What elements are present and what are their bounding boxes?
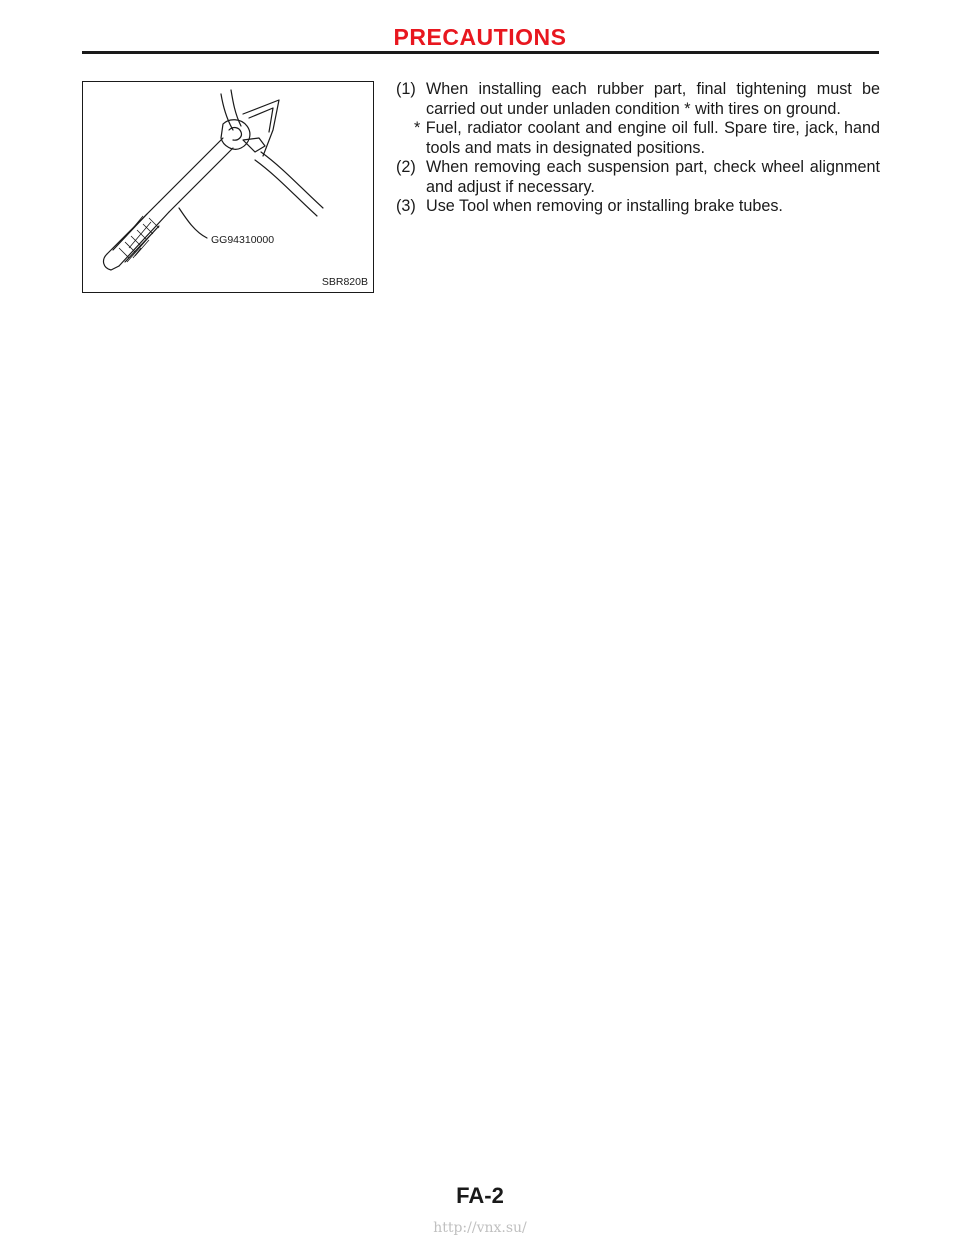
step-text: When installing each rubber part, final tightening must be carried out under unladen condition * with tires on ground. (426, 80, 880, 118)
step-text: When removing each suspension part, check wheel alignment and adjust if necessary. (426, 158, 880, 196)
flare-nut-wrench-illustration (83, 82, 374, 293)
step-number: (1) (396, 80, 416, 98)
step-number: (2) (396, 158, 416, 176)
watermark-url[interactable]: http://vnx.su/ (433, 1220, 527, 1236)
precaution-steps (396, 80, 880, 217)
step-number: (3) (396, 197, 416, 215)
step-text: Use Tool when removing or installing brake tubes. (426, 197, 783, 215)
tool-number-label: GG94310000 (211, 234, 275, 246)
watermark-site: carmanualsonline.info (648, 1203, 950, 1231)
page-code: FA-2 (456, 1183, 504, 1208)
page-title: PRECAUTIONS (393, 24, 567, 50)
step-item (396, 80, 880, 119)
step-item (396, 158, 880, 197)
illustration-figure (82, 81, 374, 293)
step-note: * Fuel, radiator coolant and engine oil full. Spare tire, jack, hand tools and mats in designated positions. (414, 119, 880, 157)
header-rule (82, 51, 879, 54)
figure-code: SBR820B (321, 276, 368, 288)
step-item (396, 197, 880, 217)
